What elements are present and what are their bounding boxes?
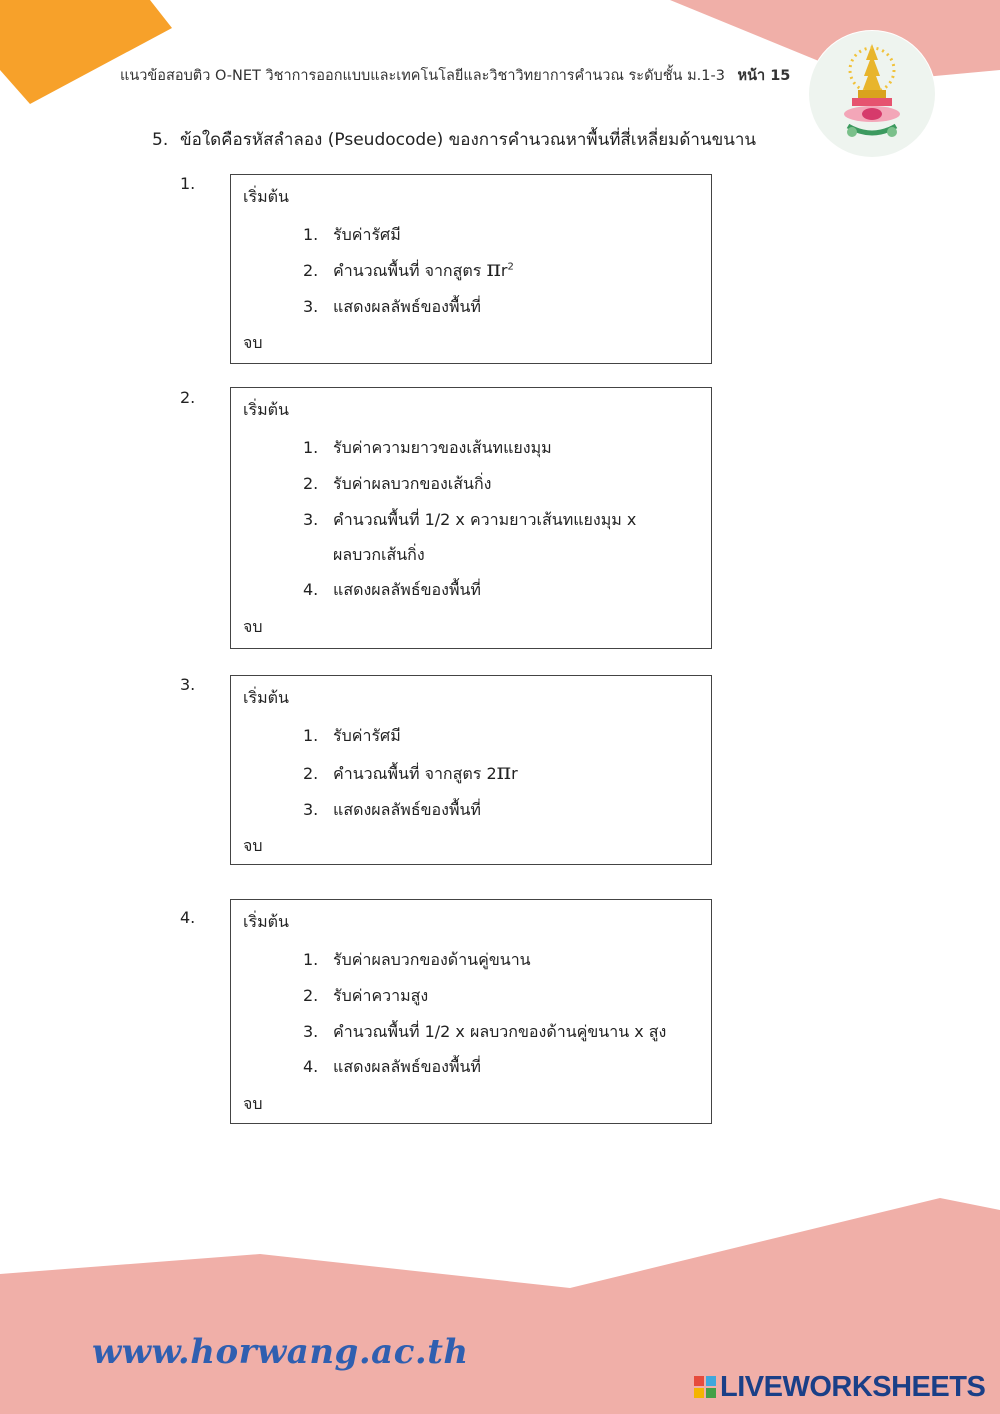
option-1-label[interactable]: 1. [180, 174, 196, 193]
end-label: จบ [243, 617, 263, 636]
end-label: จบ [243, 1094, 263, 1113]
step-3-continuation: ผลบวกเส้นกิ่ง [333, 545, 425, 564]
brand-name: LIVEWORKSHEETS [720, 1370, 986, 1403]
question-text: ข้อใดคือรหัสลำลอง (Pseudocode) ของการคำนวณหาพื้นที่สี่เหลี่ยมด้านขนาน [180, 130, 756, 150]
option-1-box[interactable] [230, 174, 712, 364]
step-1: 1. รับค่าผลบวกของด้านคู่ขนาน [303, 950, 531, 969]
step-2: 2. รับค่าผลบวกของเส้นกิ่ง [303, 474, 492, 493]
liveworksheets-brand[interactable] [694, 1370, 985, 1404]
orange-corner-shape [0, 0, 180, 110]
step-3: 3. แสดงผลลัพธ์ของพื้นที่ [303, 297, 481, 316]
step-2: 2. คำนวณพื้นที่ จากสูตร 2πr [303, 760, 518, 785]
option-2-box[interactable] [230, 387, 712, 649]
option-4-label[interactable]: 4. [180, 908, 196, 927]
step-1: 1. รับค่ารัศมี [303, 726, 401, 745]
step-2: 2. คำนวณพื้นที่ จากสูตร $\pi r^2$ [303, 257, 514, 282]
option-3-box[interactable] [230, 675, 712, 865]
header-text: แนวข้อสอบติว O-NET วิชาการออกแบบและเทคโนโลยีและวิชาวิทยาการคำนวณ ระดับชั้น ม.1-3 [120, 68, 725, 84]
begin-label: เริ่มต้น [243, 187, 289, 206]
step-1: 1. รับค่าความยาวของเส้นทแยงมุม [303, 438, 552, 457]
begin-label: เริ่มต้น [243, 688, 289, 707]
pi-symbol: π [496, 760, 512, 785]
step-3: 3. แสดงผลลัพธ์ของพื้นที่ [303, 800, 481, 819]
question-number: 5. [152, 130, 169, 150]
option-3-label[interactable]: 3. [180, 675, 196, 694]
step-4: 4. แสดงผลลัพธ์ของพื้นที่ [303, 580, 481, 599]
page-header [120, 64, 800, 87]
liveworksheets-logo-icon [694, 1376, 716, 1398]
option-2-label[interactable]: 2. [180, 388, 196, 407]
website-link[interactable]: www.horwang.ac.th [92, 1332, 469, 1372]
step-3: 3. คำนวณพื้นที่ 1/2 x ผลบวกของด้านคู่ขนาน x สูง [303, 1022, 667, 1041]
end-label: จบ [243, 333, 263, 352]
pi-symbol: π [486, 257, 501, 282]
begin-label: เริ่มต้น [243, 400, 289, 419]
page-number: หน้า 15 [737, 68, 791, 84]
step-4: 4. แสดงผลลัพธ์ของพื้นที่ [303, 1057, 481, 1076]
option-4-box[interactable] [230, 899, 712, 1124]
school-emblem-icon [808, 30, 936, 158]
step-2: 2. รับค่าความสูง [303, 986, 429, 1005]
question [152, 126, 756, 153]
end-label: จบ [243, 836, 263, 855]
school-logo [808, 30, 936, 158]
begin-label: เริ่มต้น [243, 912, 289, 931]
step-1: 1. รับค่ารัศมี [303, 225, 401, 244]
step-3: 3. คำนวณพื้นที่ 1/2 x ความยาวเส้นทแยงมุม x [303, 510, 637, 529]
